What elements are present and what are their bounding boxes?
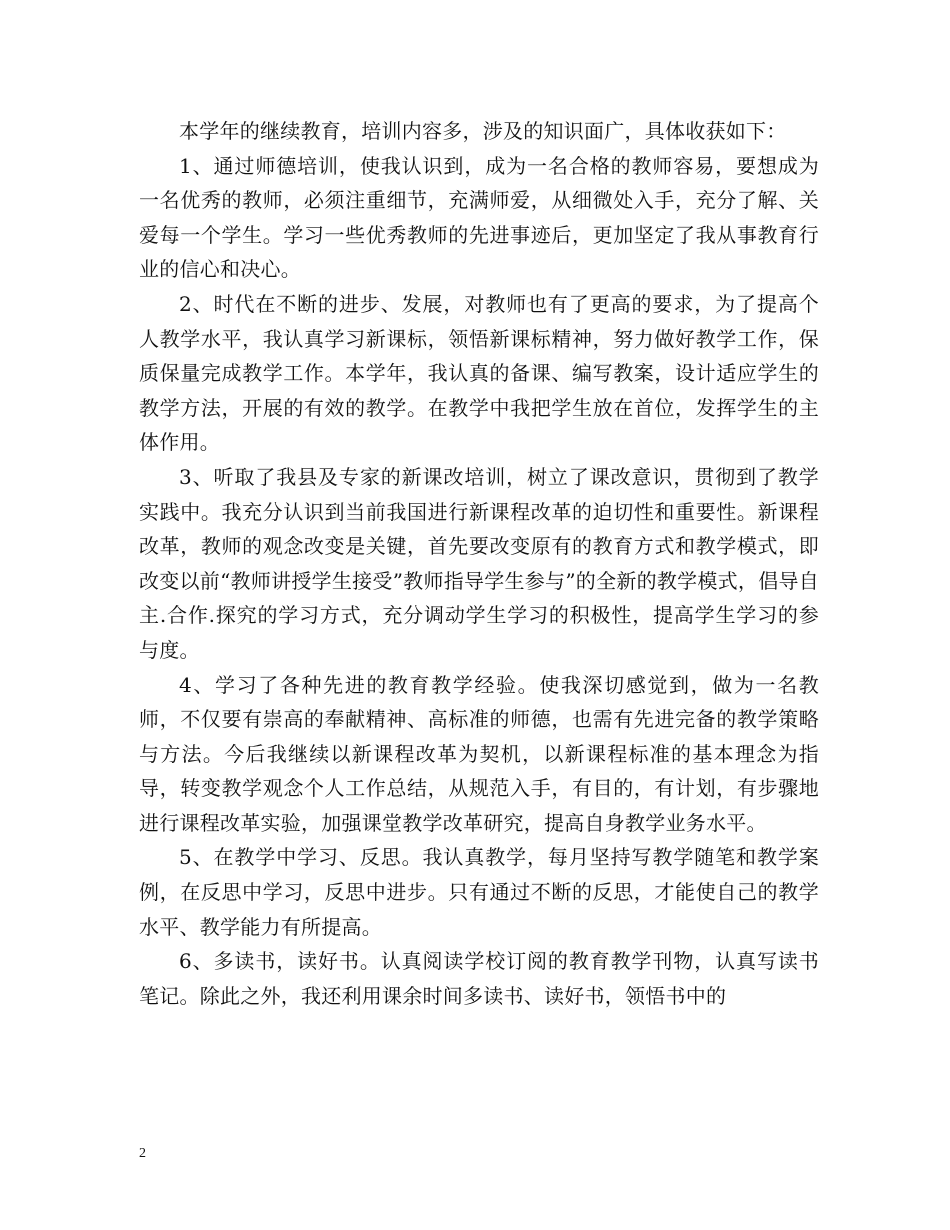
paragraph-3-curriculum-reform: 3、听取了我县及专家的新课改培训，树立了课改意识，贯彻到了教学实践中。我充分认识到当前我国进行新课程改革的迫切性和重要性。新课程改革，教师的观念改变是关键，首先要改变原有的教育方式和教学模式，即改变以前“教师讲授学生接受”教师指导学生参与”的全新的教学模式，倡导自主.合作.探究的学习方式，充分调动学生学习的积极性，提高学生学习的参与度。: [139, 464, 819, 662]
intro-paragraph: 本学年的继续教育，培训内容多，涉及的知识面广，具体收获如下：: [179, 119, 787, 143]
paragraph-5-reflection: 5、在教学中学习、反思。我认真教学，每月坚持写教学随笔和教学案例，在反思中学习，反思中进步。只有通过不断的反思，才能使自己的教学水平、教学能力有所提高。: [139, 845, 819, 939]
document-body: [139, 114, 819, 1013]
page-number: 2: [139, 1146, 146, 1161]
paragraph-1-ethics-training: 1、通过师德培训，使我认识到，成为一名合格的教师容易，要想成为一名优秀的教师，必须注重细节，充满师爱，从细微处入手，充分了解、关爱每一个学生。学习一些优秀教师的先进事迹后，更加坚定了我从事教育行业的信心和决心。: [139, 153, 819, 282]
paragraph-4-teaching-experience: 4、学习了各种先进的教育教学经验。使我深切感觉到，做为一名教师，不仅要有崇高的奉献精神、高标准的师德，也需有先进完备的教学策略与方法。今后我继续以新课程改革为契机，以新课程标准的基本理念为指导，转变教学观念个人工作总结，从规范入手，有目的，有计划，有步骤地进行课程改革实验，加强课堂教学改革研究，提高自身教学业务水平。: [139, 672, 819, 835]
paragraph-6-reading: 6、多读书，读好书。认真阅读学校订阅的教育教学刊物，认真写读书笔记。除此之外，我还利用课余时间多读书、读好书，领悟书中的: [139, 949, 819, 1008]
paragraph-2-teaching-level: 2、时代在不断的进步、发展，对教师也有了更高的要求，为了提高个人教学水平，我认真学习新课标，领悟新课标精神，努力做好教学工作，保质保量完成教学工作。本学年，我认真的备课、编写教案，设计适应学生的教学方法，开展的有效的教学。在教学中我把学生放在首位，发挥学生的主体作用。: [139, 291, 819, 455]
